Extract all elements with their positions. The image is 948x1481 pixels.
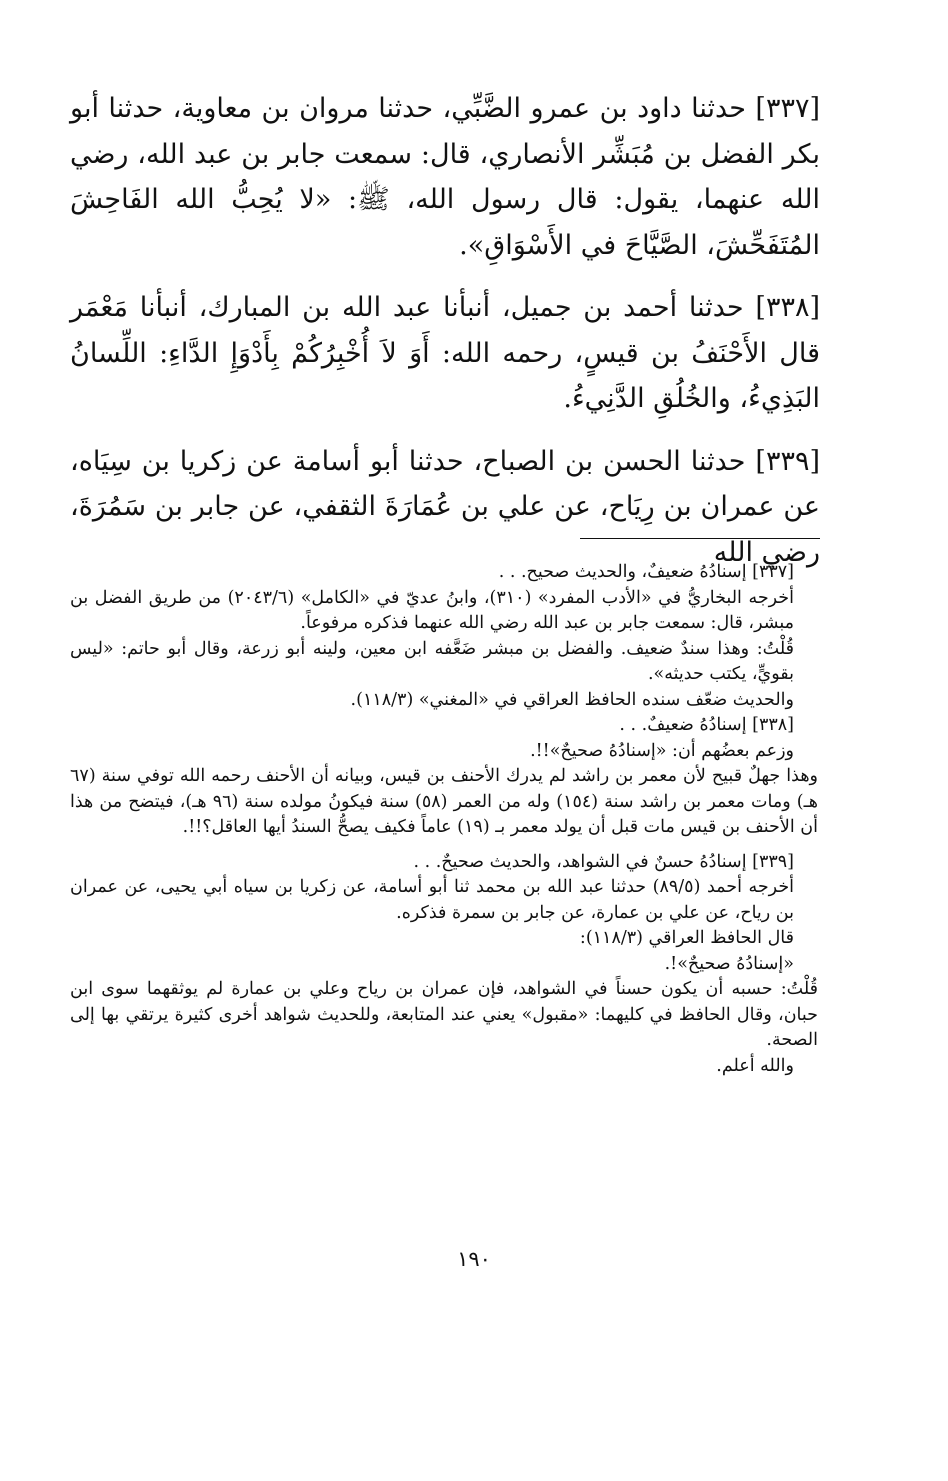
footnote-paragraph: «إسنادُهُ صحيحٌ»!. (664, 953, 794, 974)
hadith-text: حدثنا أحمد بن جميل، أنبأنا عبد الله بن المبارك، أنبأنا مَعْمَر قال الأَحْنَفُ بن قيسٍ، رحمه الله: أَوَ لاَ أُخْبِرُكُمْ بِأَدْوَإِ الدَّاءِ: اللِّسانُ البَذِيءُ، والخُلُقِ الدَّنِيءُ. (70, 292, 820, 414)
footnote-paragraph: [٣٣٨] إسنادُهُ ضعيفٌ. . . (619, 715, 794, 735)
hadith-paragraph (70, 439, 820, 576)
hadith-number: [٣٣٨] (755, 292, 820, 323)
footnote-paragraph: قُلْتُ: وهذا سندٌ ضعيف. والفضل بن مبشر ضَعَّفه ابن معين، ولينه أبو زرعة، وقال أبو حاتم: «ليس بقويٍّ، يكتب حديثه». (70, 638, 794, 684)
footnote-paragraph: [٣٣٧] إسنادُهُ ضعيفٌ، والحديث صحيح. . . (498, 562, 794, 582)
page-number: ١٩٠ (457, 1247, 491, 1271)
footnotes (70, 560, 818, 1079)
hadith-text: حدثنا داود بن عمرو الضَّبِّي، حدثنا مروان بن معاوية، حدثنا أبو بكر الفضل بن مُبَشِّر الأنصاري، قال: سمعت جابر بن عبد الله، رضي الله عنهما، يقول: قال رسول الله، ﷺ: «لا يُحِبُّ الله الفَاحِشَ المُتَفَحِّشَ، الصَّيَّاحَ في الأَسْوَاقِ». (70, 93, 820, 261)
footnote-paragraph: أخرجه البخاريُّ في «الأدب المفرد» (٣١٠)، وابنُ عديّ في «الكامل» (٢٠٤٣/٦) من طريق الفضل بن مبشر، قال: سمعت جابر بن عبد الله رضي الله عنهما فذكره مرفوعاً. (70, 587, 794, 633)
footnote-paragraph: أخرجه أحمد (٨٩/٥) حدثنا عبد الله بن محمد ثنا أبو أسامة، عن زكريا بن سياه أبي يحيى، عن عمران بن رياح، عن علي بن عمارة، عن جابر بن سمرة فذكره. (70, 877, 794, 923)
main-text (70, 86, 820, 592)
footnote-paragraph: وزعم بعضُهم أن: «إسنادُهُ صحيحٌ»!!. (530, 740, 794, 761)
hadith-text: حدثنا الحسن بن الصباح، حدثنا أبو أسامة عن زكريا بن سِيَاه، عن عمران بن رِيَاح، عن علي بن عُمَارَةَ الثقفي، عن جابر بن سَمُرَةَ، رضي الله (70, 445, 820, 568)
footnote-paragraph: [٣٣٩] إسنادُهُ حسنٌ في الشواهد، والحديث صحيحٌ. . . (413, 851, 794, 872)
footnote-paragraph: قُلْتُ: حسبه أن يكون حسناً في الشواهد، فإن عمران بن رياح وعلي بن عمارة لم يوثقهما سوى ابن حبان، وقال الحافظ في كليهما: «مقبول» يعني عند المتابعة، وللحديث شواهد أخرى كثيرة يرتقي بها إلى الصحة. (70, 979, 818, 1050)
footnote-paragraph: والله أعلم. (716, 1055, 794, 1076)
hadith-paragraph (70, 285, 820, 422)
footnote-paragraph: والحديث ضعّف سنده الحافظ العراقي في «المغني» (١١٨/٣). (350, 689, 794, 710)
footnote-paragraph: قال الحافظ العراقي (١١٨/٣): (579, 928, 794, 948)
hadith-number: [٣٣٧] (755, 93, 820, 124)
hadith-number: [٣٣٩] (755, 445, 820, 477)
footnote-separator (580, 538, 820, 539)
footnote-paragraph: وهذا جهلٌ قبيح لأن معمر بن راشد لم يدرك الأحنف بن قيس، وبيانه أن الأحنف رحمه الله توفي سنة (٦٧ هـ) ومات معمر بن راشد سنة (١٥٤) وله من العمر (٥٨) سنة فيكونُ مولده سنة (٩٦ هـ)، فيتضح من هذا أن الأحنف بن قيس مات قبل أن يولد معمر بـ (١٩) عاماً فكيف يصحُّ السندُ أيها العاقل؟!!. (70, 766, 818, 837)
hadith-paragraph (70, 86, 820, 268)
